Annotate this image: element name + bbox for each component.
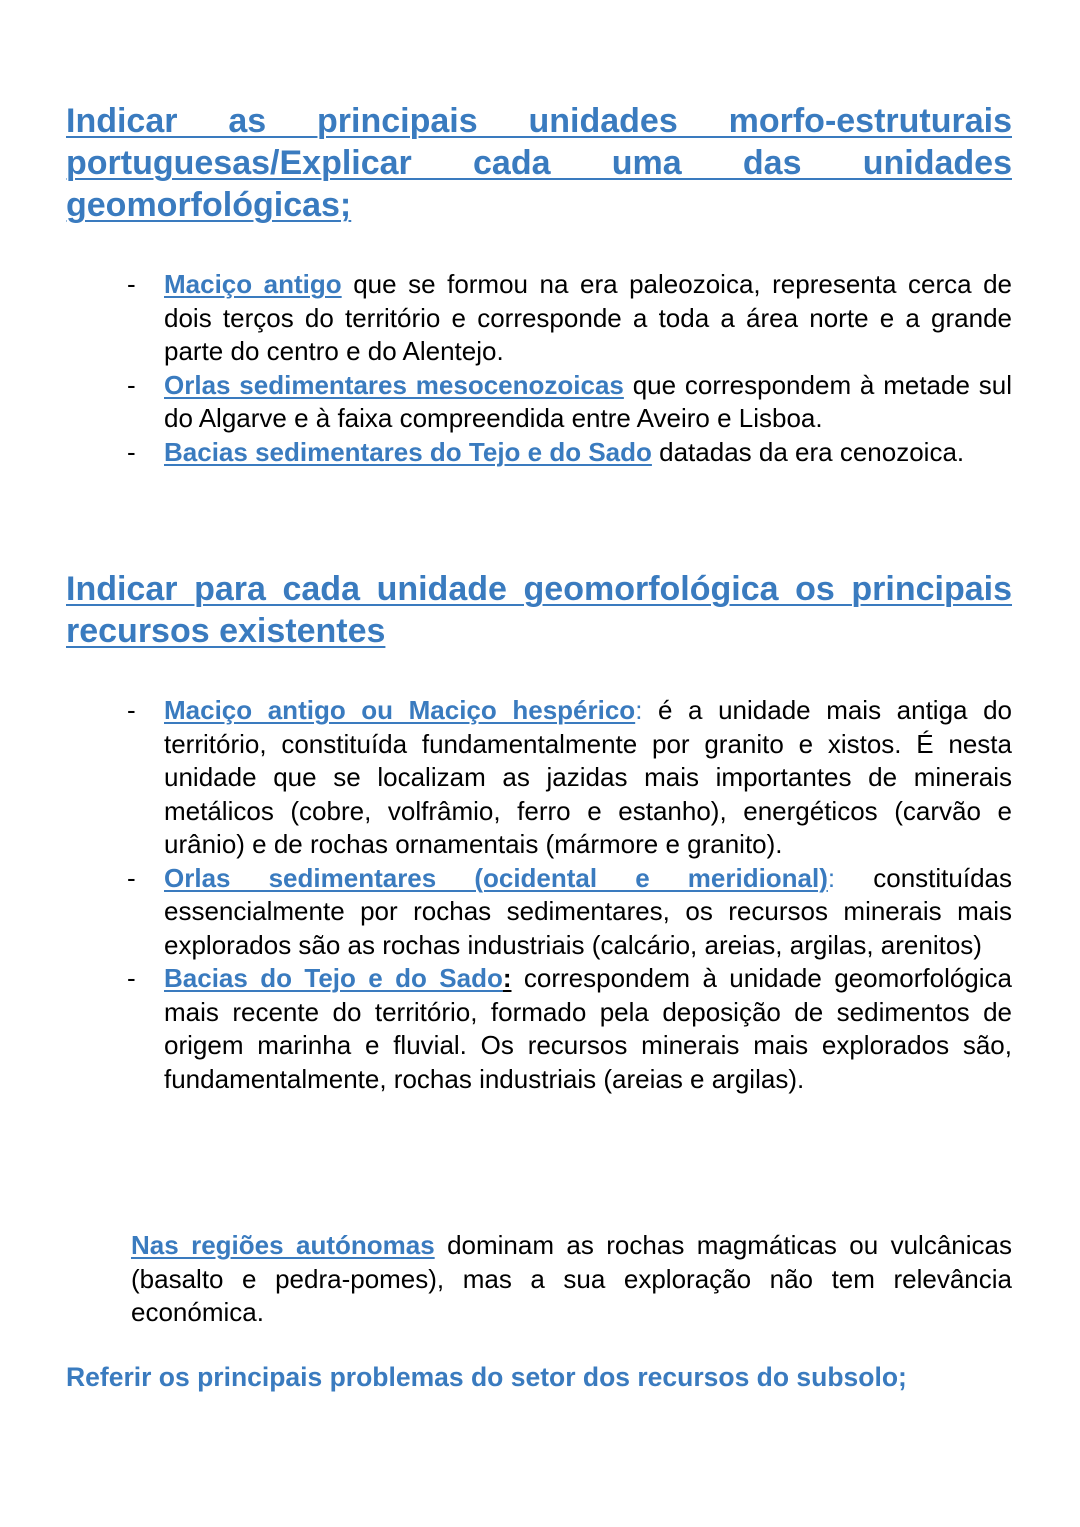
units-list [0,268,1080,469]
section-heading-problems: Referir os principais problemas do setor dos recursos do subsolo; [66,1362,907,1392]
unit-description: é a unidade mais antiga do território, constituída fundamentalmente por granito e xistos. É nesta unidade que se localizam as jazidas mais importantes de minerais metálicos (cobre, volfrâmio, ferro e estanho), energéticos (carvão e urânio) e de rochas ornamentais (mármore e granito). [164,695,1013,859]
heading-line: Indicar para cada unidade geomorfológica os principais [66,570,1012,608]
heading-line: geomorfológicas; [66,186,352,224]
unit-keyword: Maciço antigo ou Maciço hespérico [164,695,636,725]
unit-description: datadas da era cenozoica. [651,436,965,467]
unit-description: correspondem à unidade geomorfológica mais recente do território, formado pela deposição de sedimentos de origem marinha e fluvial. Os recursos minerais mais explorados são, fundamentalmente, rochas industriais (areias e argilas). [164,963,1012,1094]
autonomous-keyword: Nas regiões autónomas [131,1230,435,1260]
heading-line: recursos existentes [66,612,386,650]
unit-description: que se formou na era paleozoica, representa cerca de dois terços do território e corresponde a toda a área norte e a grande parte do centro e do Alentejo. [164,269,1013,366]
list-item [0,694,1012,862]
autonomous-regions-paragraph [131,1229,1012,1330]
list-item [0,962,1012,1096]
list-dash: - [127,369,136,400]
keyword-separator: : [827,862,836,893]
resources-list [0,694,1080,1096]
keyword-separator: : [502,963,512,993]
unit-description: constituídas essencialmente por rochas sedimentares, os recursos minerais mais explorados são as rochas industriais (calcário, areias, argilas, arenitos) [164,862,1012,960]
list-dash: - [127,695,136,725]
list-item [0,268,1012,369]
list-item [0,862,1012,963]
heading-line: Indicar as principais unidades morfo-estruturais [66,102,1012,140]
unit-keyword: Orlas sedimentares mesocenozoicas [164,369,624,400]
list-dash: - [127,269,136,299]
unit-keyword: Bacias sedimentares do Tejo e do Sado [164,436,652,467]
list-dash: - [127,436,136,467]
section-heading-units [66,100,1012,226]
unit-keyword: Orlas sedimentares (ocidental e meridional) [164,862,828,893]
unit-keyword: Bacias do Tejo e do Sado [164,963,503,993]
unit-description: que correspondem à metade sul do Algarve e à faixa compreendida entre Aveiro e Lisboa. [164,369,1012,433]
section-heading-resources [66,568,1012,652]
keyword-separator: : [635,695,643,725]
heading-line: portuguesas/Explicar cada uma das unidades [66,144,1012,182]
unit-keyword: Maciço antigo [164,269,342,299]
list-dash: - [127,862,136,893]
list-dash: - [127,963,136,993]
list-item [0,436,1012,470]
autonomous-text: dominam as rochas magmáticas ou vulcânicas (basalto e pedra-pomes), mas a sua exploração não tem relevância económica. [131,1230,1012,1327]
list-item [0,369,1012,436]
